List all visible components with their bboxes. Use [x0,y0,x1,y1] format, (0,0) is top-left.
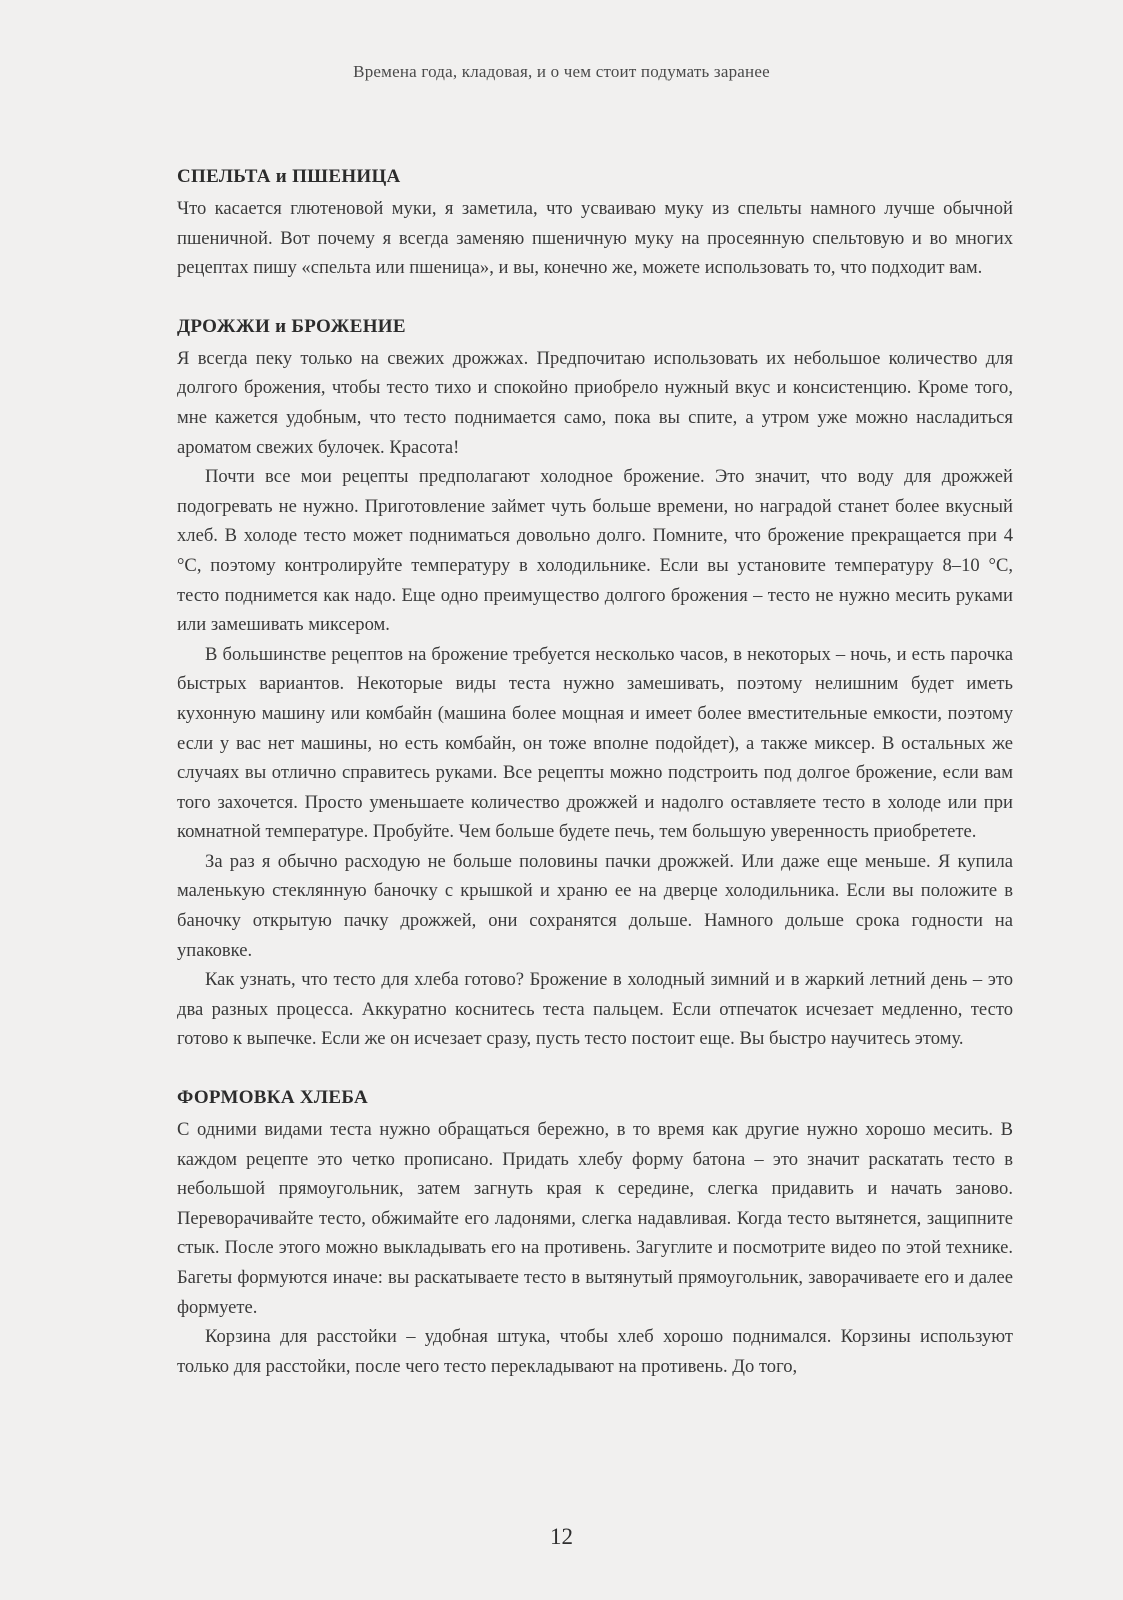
section-heading: ФОРМОВКА ХЛЕБА [177,1087,368,1109]
running-header: Времена года, кладовая, и о чем стоит подумать заранее [353,62,770,81]
paragraph: За раз я обычно расходую не больше половины пачки дрожжей. Или даже еще меньше. Я купила маленькую стеклянную баночку с крышкой и храню ее на дверце холодильника. Если вы положите в баночку открытую пачку дрожжей, они сохранятся дольше. Намного дольше срока годности на упаковке. [177,850,1013,961]
paragraph: Как узнать, что тесто для хлеба готово? Брожение в холодный зимний и в жаркий летний день – это два разных процесса. Аккуратно коснитесь теста пальцем. Если отпечаток исчезает медленно, тесто готово к выпечке. Если же он исчезает сразу, пусть тесто постоит еще. Вы быстро научитесь этому. [177,969,1013,1050]
section-bread-shaping [177,1083,1013,1381]
paragraph: Что касается глютеновой муки, я заметила, что усваиваю муку из спельты намного лучше обычной пшеничной. Вот почему я всегда заменяю пшеничную муку на просеянную спельтовую и во многих рецептах пишу «спельта или пшеница», и вы, конечно же, можете использовать то, что подходит вам. [177,198,1013,279]
page-body [177,162,1013,1381]
paragraph: Почти все мои рецепты предполагают холодное брожение. Это значит, что воду для дрожжей подогревать не нужно. Приготовление займет чуть больше времени, но наградой станет более вкусный хлеб. В холоде тесто может подниматься довольно долго. Помните, что брожение прекращается при 4 °С, поэтому контролируйте температуру в холодильнике. Если вы установите температуру 8–10 °С, тесто поднимется как надо. Еще одно преимущество долгого брожения – тесто не нужно месить руками или замешивать миксером. [177,466,1013,636]
section-yeast-fermentation [177,312,1013,1054]
page-number: 12 [550,1524,573,1549]
section-spelt-wheat [177,162,1013,283]
paragraph: Я всегда пеку только на свежих дрожжах. Предпочитаю использовать их небольшое количество для долгого брожения, чтобы тесто тихо и спокойно приобрело нужный вкус и консистенцию. Кроме того, мне кажется удобным, что тесто поднимается само, пока вы спите, а утром уже можно насладиться ароматом свежих булочек. Красота! [177,347,1013,458]
section-heading: СПЕЛЬТА и ПШЕНИЦА [177,166,401,187]
paragraph: В большинстве рецептов на брожение требуется несколько часов, в некоторых – ночь, и есть парочка быстрых вариантов. Некоторые виды теста нужно замешивать, поэтому нелишним будет иметь кухонную машину или комбайн (машина более мощная и имеет более вместительные емкости, поэтому если у вас нет машины, но есть комбайн, он тоже вполне подойдет), а также миксер. В остальных же случаях вы отлично справитесь руками. Все рецепты можно подстроить под долгое брожение, если вам того захочется. Просто уменьшаете количество дрожжей и надолго оставляете тесто в холоде или при комнатной температуре. Пробуйте. Чем больше будете печь, тем большую уверенность приобретете. [177,643,1013,843]
section-heading: ДРОЖЖИ и БРОЖЕНИЕ [177,315,406,337]
paragraph: Корзина для расстойки – удобная штука, чтобы хлеб хорошо поднимался. Корзины используют только для расстойки, после чего тесто перекладывают на противень. До того, [177,1326,1013,1377]
paragraph: С одними видами теста нужно обращаться бережно, в то время как другие нужно хорошо месить. В каждом рецепте это четко прописано. Придать хлебу форму батона – это значит раскатать тесто в небольшой прямоугольник, затем загнуть края к середине, слегка придавить и начать заново. Переворачивайте тесто, обжимайте его ладонями, слегка надавливая. Когда тесто вытянется, защипните стык. После этого можно выкладывать его на противень. Загуглите и посмотрите видео по этой технике. Багеты формуются иначе: вы раскатываете тесто в вытянутый прямоугольник, заворачиваете его и далее формуете. [177,1119,1013,1318]
